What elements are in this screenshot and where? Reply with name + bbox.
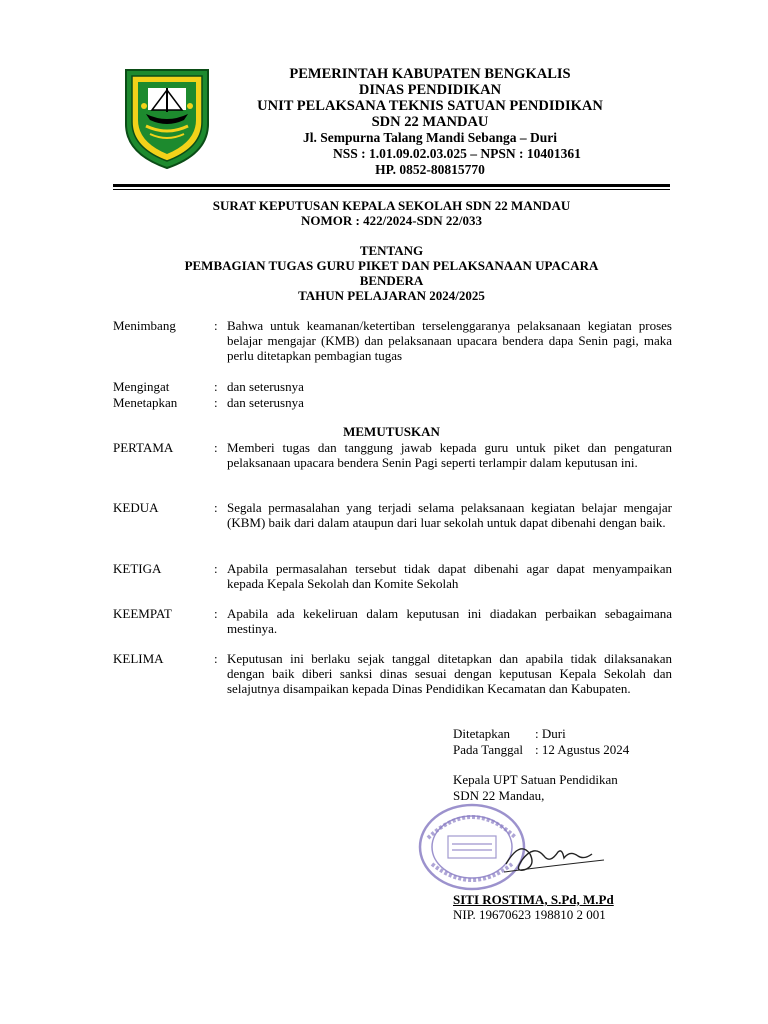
sig-position-line-2: SDN 22 Mandau,	[453, 788, 545, 803]
clause-colon: :	[214, 440, 218, 455]
clause-label: Mengingat	[113, 379, 170, 394]
signatory-name: SITI ROSTIMA, S.Pd, M.Pd	[453, 892, 614, 907]
signatory-nip: NIP. 19670623 198810 2 001	[453, 907, 606, 922]
clause-label: PERTAMA	[113, 440, 174, 455]
letterhead-address: Jl. Sempurna Talang Mandi Sebanga – Duri	[303, 130, 557, 145]
clause-text: Bahwa untuk keamanan/ketertiban terselenggaranya pelaksanaan kegiatan proses belajar mengajar (KMB) dan pelaksanaan upacara bendera dapa Senin pagi, maka perlu ditetapkan pembagian tugas	[227, 318, 672, 363]
letterhead	[215, 66, 645, 178]
clause-label: KELIMA	[113, 651, 164, 666]
clause-colon: :	[214, 651, 218, 666]
decree-title: SURAT KEPUTUSAN KEPALA SEKOLAH SDN 22 MANDAU	[212, 198, 571, 213]
subject-line-2: BENDERA	[359, 273, 424, 288]
subject-about: TENTANG	[359, 243, 424, 258]
clause-text: Apabila ada kekeliruan dalam keputusan ini diadakan perbaikan sebagaimana mestinya.	[227, 606, 672, 636]
sig-place-row	[453, 726, 566, 741]
clause-colon: :	[214, 379, 218, 394]
letterhead-phone: HP. 0852-80815770	[375, 162, 485, 177]
sig-date-label: Pada Tanggal	[453, 742, 523, 757]
clause-colon: :	[214, 500, 218, 515]
decree-subject	[113, 243, 670, 303]
decree-heading	[113, 198, 670, 228]
clause-label: Menimbang	[113, 318, 176, 333]
sig-date-value: : 12 Agustus 2024	[535, 742, 630, 757]
letterhead-government: PEMERINTAH KABUPATEN BENGKALIS	[289, 66, 571, 82]
clause-label: Menetapkan	[113, 395, 178, 410]
clause-label: KEEMPAT	[113, 606, 172, 621]
clause-colon: :	[214, 395, 218, 410]
clause-text: dan seterusnya	[227, 395, 304, 410]
clause-text: Apabila permasalahan tersebut tidak dapat dibenahi agar dapat menyampaikan kepada Kepala Sekolah dan Komite Sekolah	[227, 561, 672, 591]
clause-colon: :	[214, 606, 218, 621]
sig-place-value: : Duri	[535, 726, 566, 741]
letterhead-ids: NSS : 1.01.09.02.03.025 – NPSN : 10401361	[333, 146, 581, 161]
bengkalis-regency-emblem-icon	[122, 66, 212, 170]
clause-text: Segala permasalahan yang terjadi selama pelaksanaan kegiatan belajar mengajar (KBM) baik dari dalam ataupun dari luar sekolah untuk dapat dibenahi dengan baik.	[227, 500, 672, 530]
clause-text: dan seterusnya	[227, 379, 304, 394]
clause-label: KEDUA	[113, 500, 159, 515]
subject-year: TAHUN PELAJARAN 2024/2025	[298, 288, 485, 303]
letterhead-unit: UNIT PELAKSANA TEKNIS SATUAN PENDIDIKAN	[257, 98, 603, 114]
decree-number: NOMOR : 422/2024-SDN 22/033	[301, 213, 482, 228]
letterhead-agency: DINAS PENDIDIKAN	[358, 82, 502, 98]
clause-colon: :	[214, 561, 218, 576]
letterhead-divider-thin	[113, 189, 670, 190]
handwritten-signature-icon	[500, 830, 610, 880]
sig-position-line-1: Kepala UPT Satuan Pendidikan	[453, 772, 618, 787]
clause-colon: :	[214, 318, 218, 333]
sig-date-row	[453, 742, 629, 757]
decides-heading: MEMUTUSKAN	[343, 424, 440, 439]
letterhead-school: SDN 22 MANDAU	[371, 114, 489, 130]
subject-line-1: PEMBAGIAN TUGAS GURU PIKET DAN PELAKSANAAN UPACARA	[184, 258, 599, 273]
clause-text: Memberi tugas dan tanggung jawab kepada guru untuk piket dan pengaturan pelaksanaan upacara bendera Senin Pagi seperti terlampir dalam keputusan ini.	[227, 440, 672, 470]
clause-text: Keputusan ini berlaku sejak tanggal ditetapkan dan apabila tidak dilaksanakan dengan baik diberi sanksi dinas sesuai dengan keputusan Kepala Sekolah dan selajutnya disampaikan kepada Dinas Pendidikan Kecamatan dan Kabupaten.	[227, 651, 672, 696]
letterhead-divider-thick	[113, 184, 670, 187]
sig-place-label: Ditetapkan	[453, 726, 511, 741]
clause-label: KETIGA	[113, 561, 162, 576]
